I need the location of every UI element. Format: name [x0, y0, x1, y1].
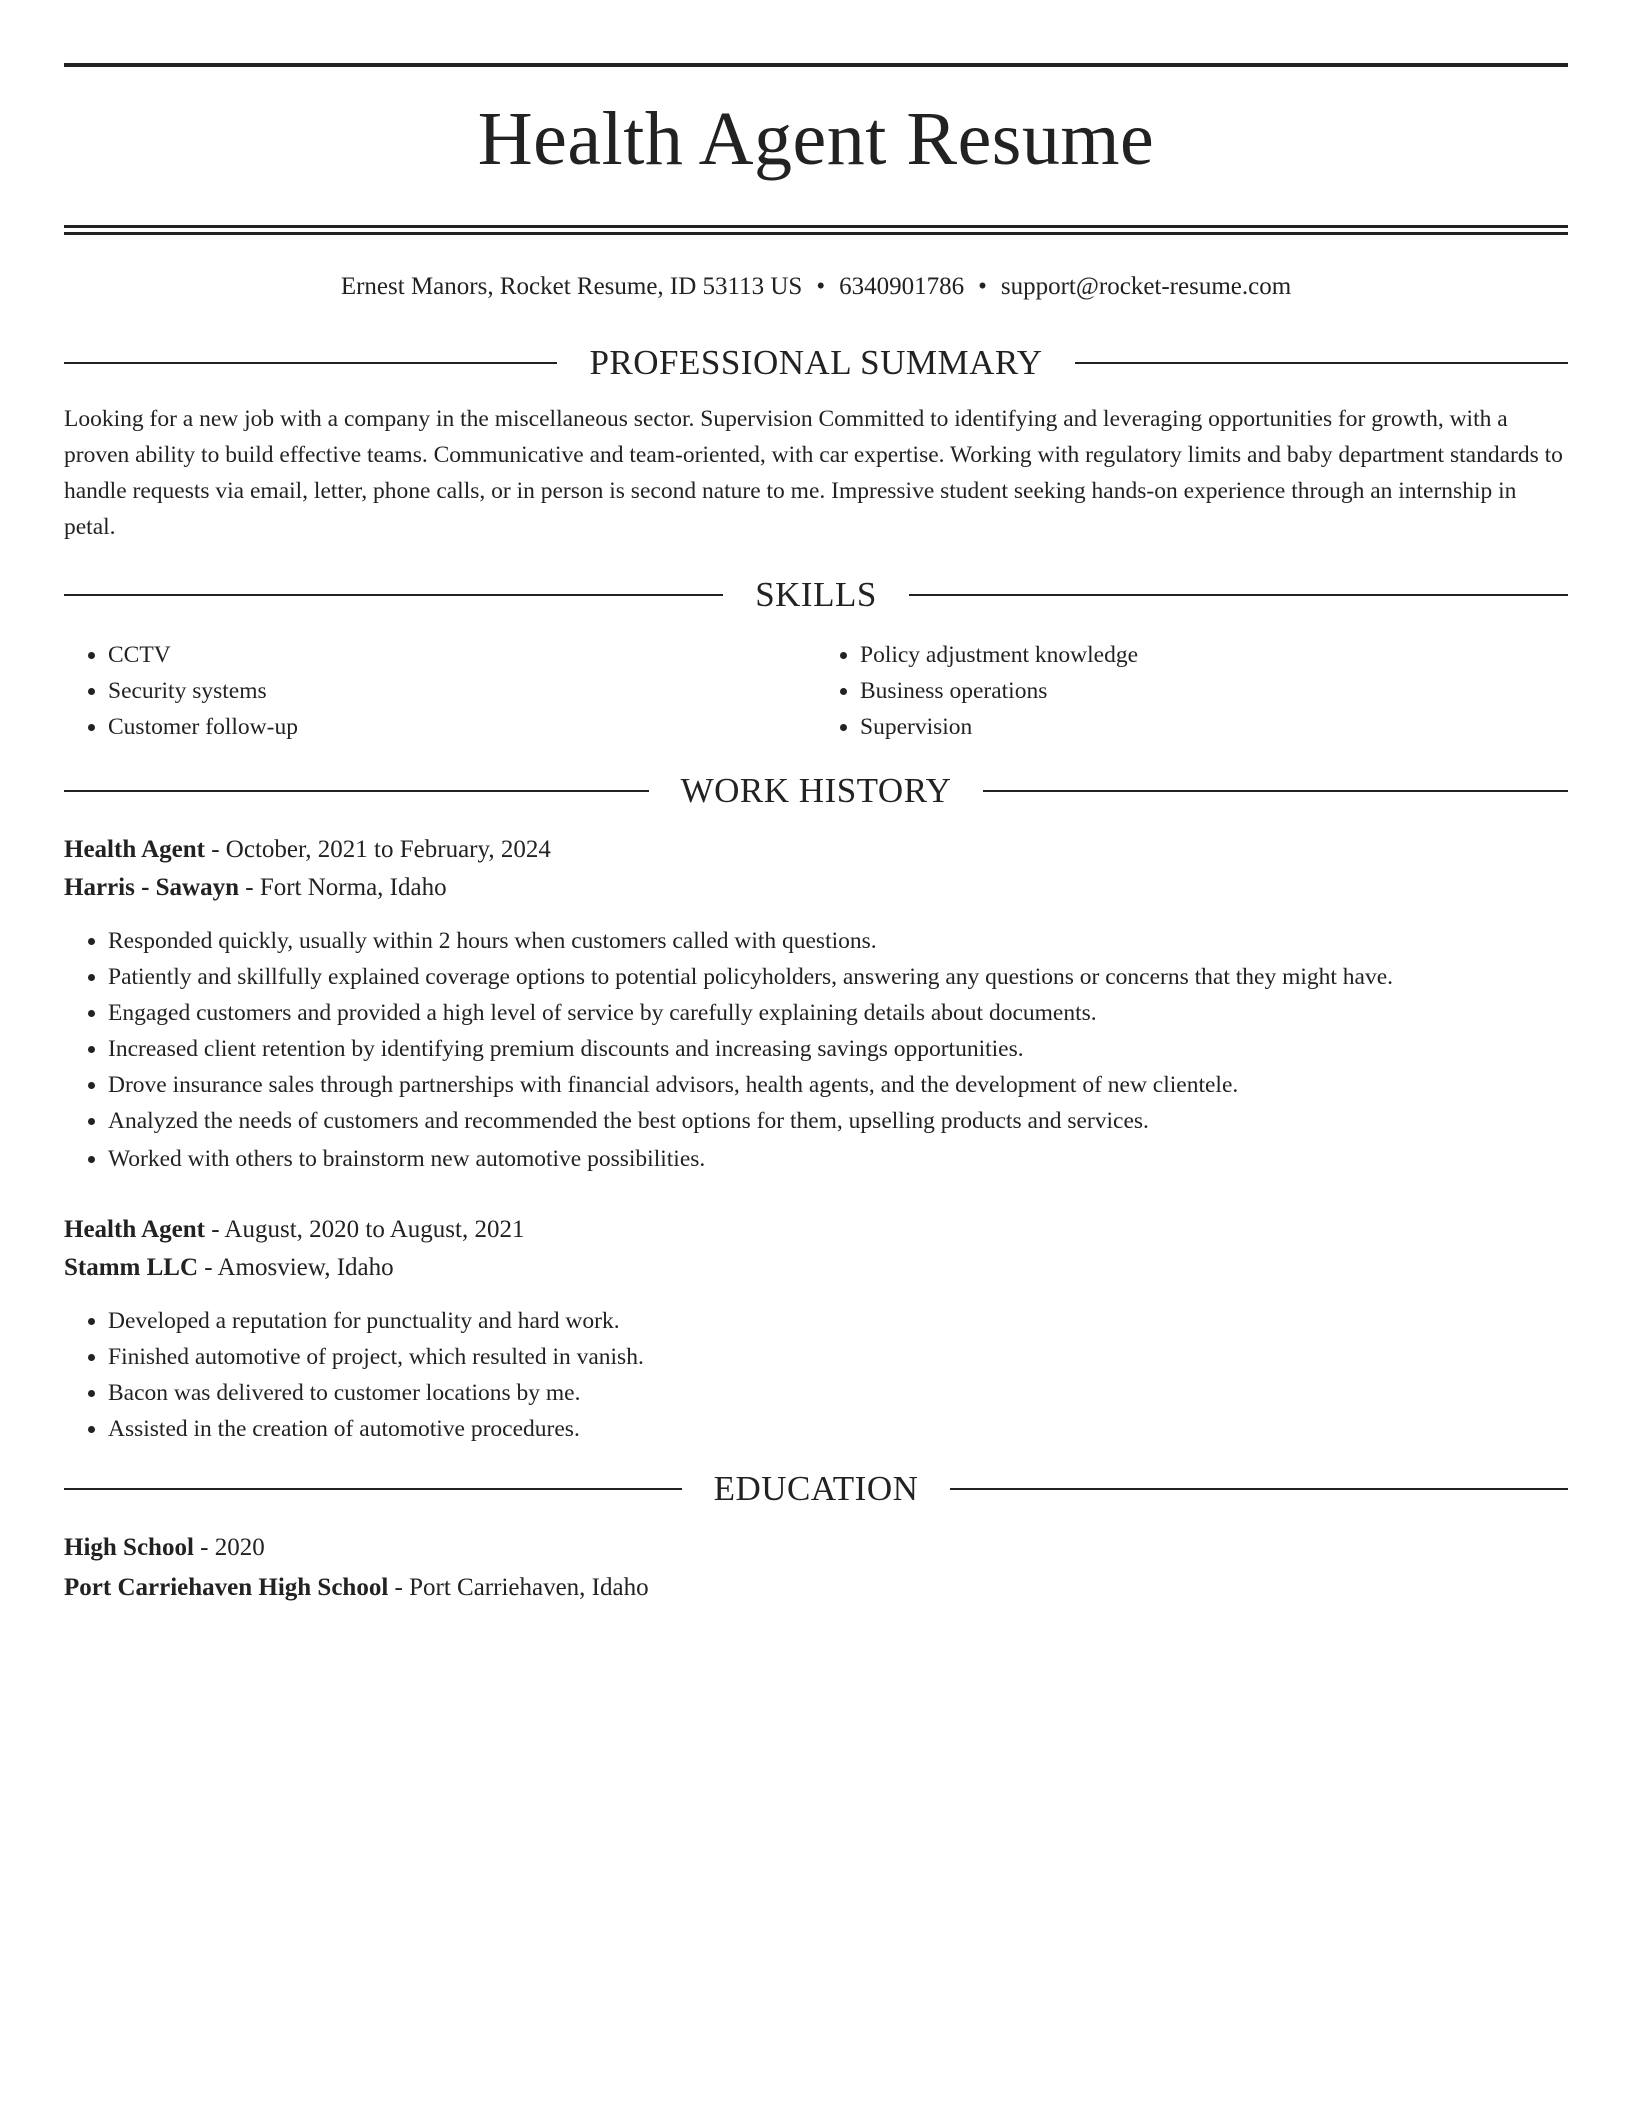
summary-section-heading [64, 341, 1568, 385]
heading-rule [64, 594, 723, 596]
summary-heading-label: PROFESSIONAL SUMMARY [589, 343, 1043, 382]
job-bullet: • Finished automotive of project, which resulted in vanish. [108, 1339, 1568, 1375]
title-double-rule [64, 225, 1568, 235]
heading-rule [950, 1488, 1568, 1490]
skill-item: • Supervision [860, 709, 1568, 745]
job-location: - Amosview, Idaho [198, 1254, 394, 1281]
job-title: Health Agent [64, 836, 205, 863]
education-location: - Port Carriehaven, Idaho [388, 1574, 649, 1601]
skills-column-left [64, 637, 816, 745]
education-section-heading [64, 1467, 1568, 1511]
job-company: Harris - Sawayn [64, 874, 239, 901]
skill-item: • Customer follow-up [108, 709, 816, 745]
job-bullet: • Engaged customers and provided a high level of service by carefully explaining details about documents. [108, 995, 1568, 1031]
heading-rule [64, 362, 557, 364]
education-degree-line [64, 1529, 1568, 1567]
job-bullet: • Analyzed the needs of customers and recommended the best options for them, upselling products and services. [108, 1103, 1568, 1139]
education-school-line [64, 1569, 1568, 1607]
contact-separator: • [816, 273, 826, 300]
job-dates: - October, 2021 to February, 2024 [204, 836, 551, 863]
job-bullet: • Worked with others to brainstorm new automotive possibilities. [108, 1139, 1568, 1179]
contact-line [64, 272, 1568, 302]
skill-item: • Policy adjustment knowledge [860, 637, 1568, 673]
job-company: Stamm LLC [64, 1254, 199, 1281]
job-entry [64, 1211, 1568, 1447]
work-heading-label: WORK HISTORY [680, 771, 952, 810]
skill-item: • CCTV [108, 637, 816, 673]
skill-item: • Security systems [108, 673, 816, 709]
education-entry [64, 1529, 1568, 1607]
work-section-heading [64, 769, 1568, 813]
contact-phone: 6340901786 [839, 273, 965, 300]
heading-rule [909, 594, 1568, 596]
job-location: - Fort Norma, Idaho [239, 874, 447, 901]
resume-page [64, 63, 1568, 1607]
education-school: Port Carriehaven High School [64, 1574, 389, 1601]
heading-rule [64, 790, 649, 792]
job-company-line [64, 869, 1568, 907]
skills-list [64, 637, 1568, 745]
education-heading-label: EDUCATION [713, 1469, 919, 1508]
job-bullet: • Bacon was delivered to customer locations by me. [108, 1375, 1568, 1411]
job-company-line [64, 1249, 1568, 1287]
summary-text: Looking for a new job with a company in the miscellaneous sector. Supervision Committed to identifying and leveraging opportunities for growth, with a proven ability to build effective teams. Communicative and team-oriented, with car expertise. Working with regulatory limits and baby department standards to handle requests via email, letter, phone calls, or in person is second nature to me. Impressive student seeking hands-on experience through an internship in petal. [64, 406, 1563, 540]
job-dates: - August, 2020 to August, 2021 [204, 1216, 525, 1243]
contact-address: Ernest Manors, Rocket Resume, ID 53113 US [340, 273, 803, 300]
job-entry [64, 831, 1568, 1179]
job-bullets [64, 923, 1568, 1179]
page-title: Health Agent Resume [477, 97, 1155, 181]
job-bullet: • Responded quickly, usually within 2 hours when customers called with questions. [108, 923, 1568, 959]
heading-rule [64, 1488, 682, 1490]
job-title-line [64, 1211, 1568, 1249]
job-title: Health Agent [64, 1216, 205, 1243]
job-bullets [64, 1303, 1568, 1447]
education-year: - 2020 [193, 1534, 265, 1561]
job-bullet: • Drove insurance sales through partnerships with financial advisors, health agents, and the development of new clientele. [108, 1067, 1568, 1103]
job-bullet: • Developed a reputation for punctuality and hard work. [108, 1303, 1568, 1339]
contact-separator: • [978, 273, 987, 300]
skill-item: • Business operations [860, 673, 1568, 709]
skills-section-heading [64, 573, 1568, 617]
contact-email: support@rocket-resume.com [1000, 273, 1292, 300]
skills-column-right [816, 637, 1568, 745]
heading-rule [983, 790, 1568, 792]
job-title-line [64, 831, 1568, 869]
job-bullet: • Patiently and skillfully explained coverage options to potential policyholders, answering any questions or concerns that they might have. [108, 959, 1568, 995]
heading-rule [1075, 362, 1568, 364]
job-bullet: • Increased client retention by identifying premium discounts and increasing savings opportunities. [108, 1031, 1568, 1067]
skills-heading-label: SKILLS [755, 575, 877, 614]
job-bullet: • Assisted in the creation of automotive procedures. [108, 1411, 1568, 1447]
education-degree: High School [64, 1534, 194, 1561]
